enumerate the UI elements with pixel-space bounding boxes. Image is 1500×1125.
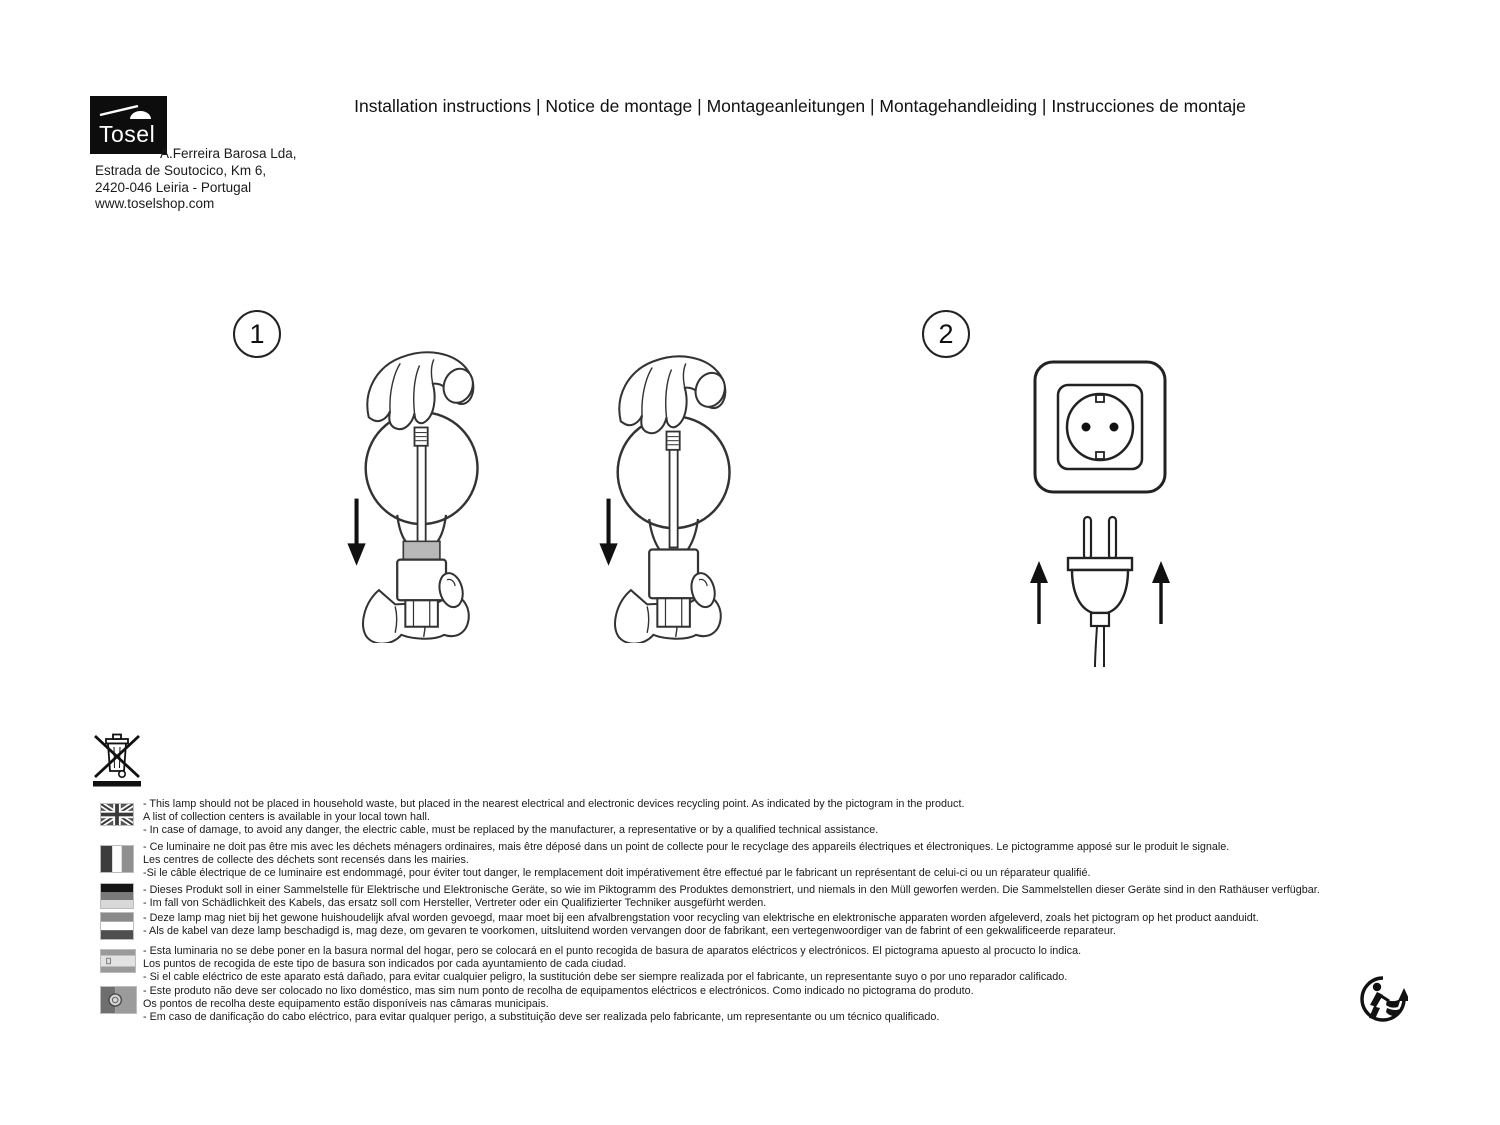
notice-dutch: [143, 912, 1259, 938]
notice-line: - Si el cable eléctrico de este aparato está dañado, para evitar cualquier peligro, la sustitución debe ser siempre realizada por el fabricante, un representante suyo o por uno reparador calificado.: [143, 971, 1068, 984]
notice-line: - Em caso de danificação do cabo eléctrico, para evitar qualquer perigo, a substituição deve ser realizada pelo fabricante, um representante ou um técnico qualificado.: [143, 1011, 940, 1024]
bulb-screwed-in-socket-icon: [588, 338, 746, 643]
france-flag-icon: [100, 845, 134, 873]
notice-line: - Dieses Produkt soll in einer Sammelstelle für Elektrische und Elektronische Geräte, so wie im Piktogramm des Produktes demonstriert, und niemals in den Müll geworfen werden. Die Sammelstellen dieser Geräte sind in den Rathäuser verfügbar.: [143, 884, 1320, 896]
notice-french: [143, 841, 1229, 881]
notice-line: Los puntos de recogida de este tipo de basura son indicados por cada ayuntamiento de cada ciudad.: [143, 958, 627, 971]
notice-line: - Im fall von Schädlichkeit des Kabels, das ersatz soll com Hersteller, Vertreter oder ein Qualifizierter Techniker ausgefürht werden.: [143, 897, 767, 910]
triman-recycling-icon: [1358, 974, 1408, 1024]
address-line-2: 2420-046 Leiria - Portugal: [95, 180, 252, 195]
weee-crossed-out-bin-icon: [92, 730, 142, 788]
uk-flag-icon: [100, 803, 134, 826]
step-2-number: 2: [938, 318, 954, 349]
notice-line: -Si le câble électrique de ce luminaire est endommagé, pour éviter tout danger, le remplacement doit impérativement être effectué par le fabricant un représentant de celui-ci ou un réparateur qualifié.: [143, 867, 1091, 880]
address-line-1: Estrada de Soutocico, Km 6,: [95, 163, 267, 178]
page-title: Installation instructions | Notice de montage | Montageanleitungen | Montagehandleiding | Instrucciones de montaje: [354, 96, 1246, 116]
website-text: www.toselshop.com: [95, 196, 215, 211]
notice-line: - In case of damage, to avoid any danger, the electric cable, must be replaced by the manufacturer, a representative or by a qualified technical assistance.: [143, 824, 879, 837]
step-1-badge: [233, 310, 281, 358]
notice-portuguese: [143, 985, 974, 1025]
netherlands-flag-icon: [100, 912, 134, 940]
notice-line: Os pontos de recolha deste equipamento estão disponíveis nas câmaras municipais.: [143, 998, 549, 1011]
notice-german: [143, 884, 1320, 910]
portugal-flag-icon: [100, 986, 137, 1014]
bulb-screw-into-socket-icon: [336, 338, 494, 643]
notice-line: A list of collection centers is available in your local town hall.: [143, 811, 430, 824]
notice-line: - Ce luminaire ne doit pas être mis avec les déchets ménagers ordinaires, mais être déposé dans un point de collecte pour le recyclage des appareils électriques et électroniques. Le pictogramme apposé sur le produit le signale.: [143, 841, 1230, 853]
wall-socket-and-plug-icon: [1005, 352, 1195, 667]
tosel-logo: [90, 96, 167, 154]
notice-english: [143, 798, 964, 838]
notice-spanish: [143, 945, 1081, 985]
germany-flag-icon: [100, 883, 134, 909]
notice-line: Les centres de collecte des déchets sont recensés dans les mairies.: [143, 854, 469, 867]
step-2-badge: [922, 310, 970, 358]
spain-flag-icon: [100, 949, 136, 973]
logo-text: Tosel: [99, 121, 156, 147]
notice-line: - This lamp should not be placed in household waste, but placed in the nearest electrical and electronic devices recycling point. As indicated by the pictogram in the product.: [143, 798, 965, 810]
notice-line: - Deze lamp mag niet bij het gewone huishoudelijk afval worden gevoegd, maar moet bij een afvalbrengstation voor recycling van elektrische en elektronische apparaten worden afgeleverd, zoals het pictogram op het product aanduidt.: [143, 912, 1259, 924]
step-1-number: 1: [249, 318, 265, 349]
notice-line: - Als de kabel van deze lamp beschadigd is, mag deze, om gevaren te voorkomen, uitsluitend worden vervangen door de fabrikant, een vertegenwoordiger van de fabrint of een gekwalificeerde reparateur.: [143, 925, 1116, 938]
notice-line: - Este produto não deve ser colocado no lixo doméstico, mas sim num ponto de recolha de equipamentos eléctricos e electrónicos. Como indicado no pictograma do produto.: [143, 985, 974, 997]
notice-line: - Esta luminaria no se debe poner en la basura normal del hogar, pero se colocará en el punto recogida de basura de aparatos eléctricos y electrónicos. El pictograma apuesto al procucto lo indica.: [143, 945, 1082, 957]
company-name: A.Ferreira Barosa Lda,: [160, 146, 297, 161]
